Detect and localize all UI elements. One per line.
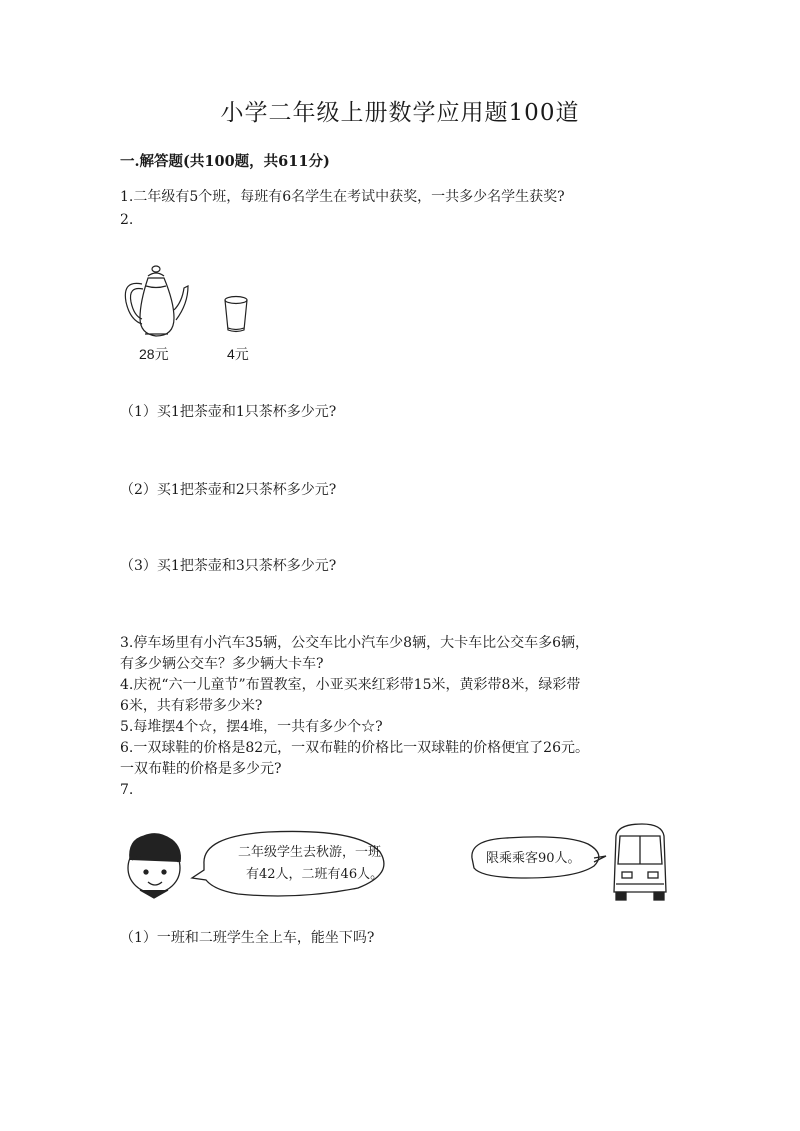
page-title: 小学二年级上册数学应用题100道 bbox=[220, 100, 580, 126]
section-header: 一.解答题(共100题，共611分) bbox=[120, 153, 330, 170]
question-4-line-2: 6米，共有彩带多少米? bbox=[120, 698, 263, 714]
bubble-1-line-1: 二年级学生去秋游，一班 bbox=[238, 845, 382, 860]
bubble-1-line-2: 有42人，二班有46人。 bbox=[246, 867, 384, 882]
question-5: 5.每堆摆4个☆，摆4堆，一共有多少个☆? bbox=[120, 719, 383, 735]
question-2-number: 2. bbox=[120, 212, 134, 228]
question-7-part-1: （1）一班和二班学生全上车，能坐下吗? bbox=[120, 930, 375, 946]
cup-price: 4元 bbox=[227, 346, 249, 362]
teapot-price: 28元 bbox=[139, 346, 169, 362]
question-2-part-2: （2）买1把茶壶和2只茶杯多少元? bbox=[120, 482, 337, 498]
question-7-number: 7. bbox=[120, 782, 134, 798]
question-6-line-2: 一双布鞋的价格是多少元? bbox=[120, 761, 282, 777]
question-4-line-1: 4.庆祝“六一儿童节”布置教室，小亚买来红彩带15米，黄彩带8米，绿彩带 bbox=[120, 677, 581, 693]
question-3-line-1: 3.停车场里有小汽车35辆，公交车比小汽车少8辆，大卡车比公交车多6辆， bbox=[120, 635, 589, 651]
question-6-line-1: 6.一双球鞋的价格是82元，一双布鞋的价格比一双球鞋的价格便宜了26元。 bbox=[120, 740, 589, 756]
question-2-part-1: （1）买1把茶壶和1只茶杯多少元? bbox=[120, 404, 337, 420]
question-1: 1.二年级有5个班，每班有6名学生在考试中获奖，一共多少名学生获奖? bbox=[120, 189, 565, 205]
bubble-2-text: 限乘乘客90人。 bbox=[486, 851, 581, 866]
question-3-line-2: 有多少辆公交车？多少辆大卡车? bbox=[120, 656, 324, 672]
cup-illustration bbox=[222, 294, 252, 334]
question-2-part-3: （3）买1把茶壶和3只茶杯多少元? bbox=[120, 558, 337, 574]
